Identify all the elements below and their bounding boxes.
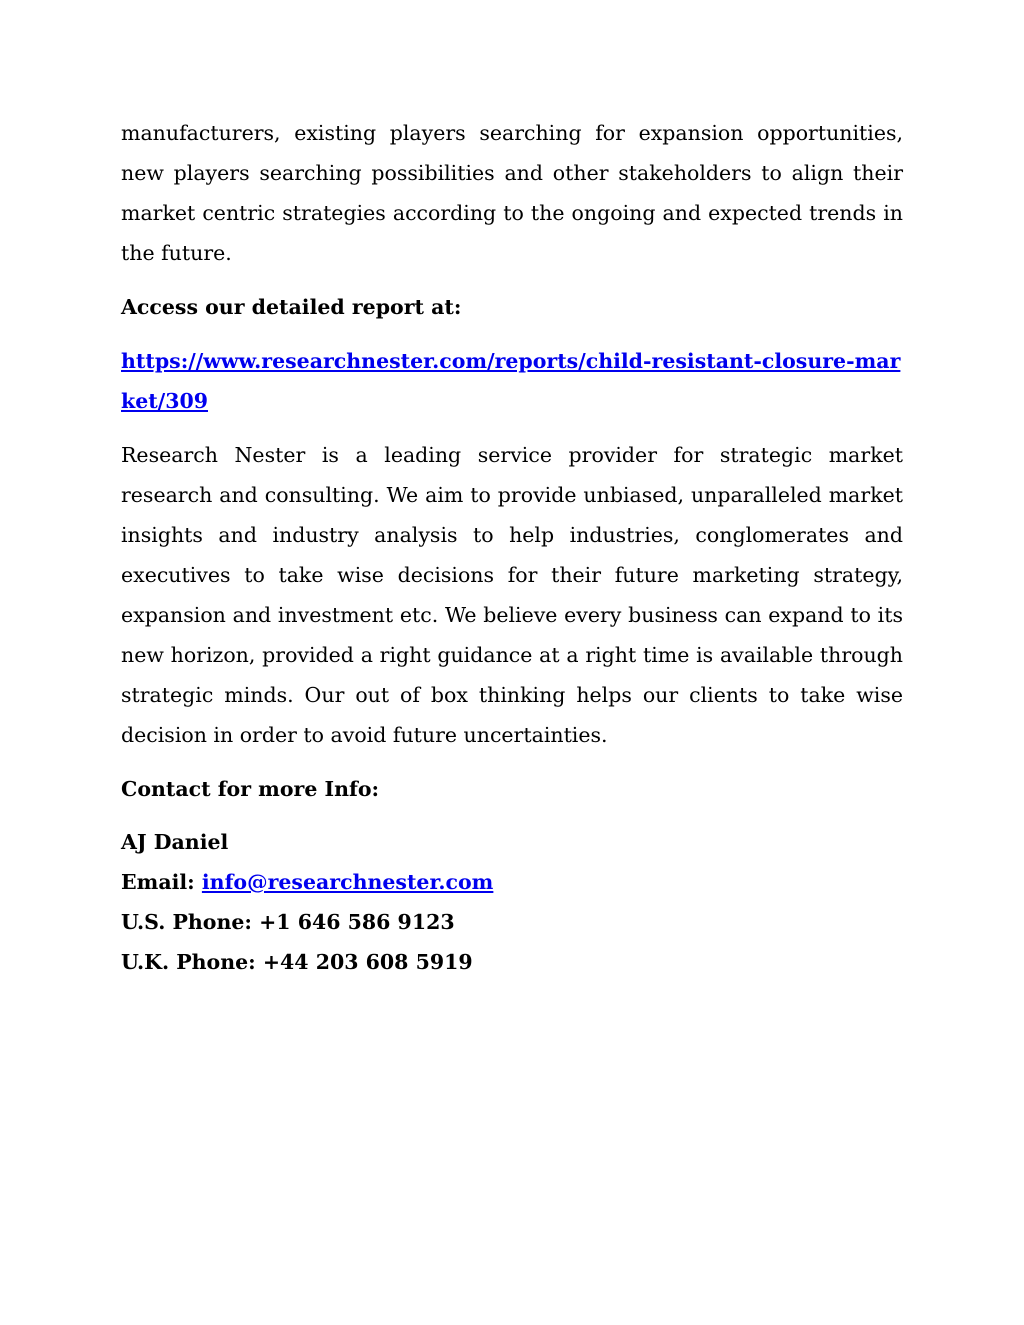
email-label: Email: bbox=[121, 870, 202, 894]
contact-heading: Contact for more Info: bbox=[121, 777, 380, 801]
report-link-line bbox=[121, 341, 903, 421]
contact-name: AJ Daniel bbox=[121, 830, 229, 854]
contact-details bbox=[121, 822, 903, 982]
access-report-heading: Access our detailed report at: bbox=[121, 295, 462, 319]
document-page bbox=[121, 113, 903, 982]
about-paragraph: Research Nester is a leading service provider for strategic market research and consulting. We aim to provide unbiased, unparalleled market insights and industry analysis to help industries, conglomerates and executives to take wise decisions for their future marketing strategy, expansion and investment etc. We believe every business can expand to its new horizon, provided a right guidance at a right time is available through strategic minds. Our out of box thinking helps our clients to take wise decision in order to avoid future uncertainties. bbox=[121, 443, 903, 747]
us-phone: U.S. Phone: +1 646 586 9123 bbox=[121, 910, 455, 934]
email-link[interactable]: info@researchnester.com bbox=[201, 870, 494, 894]
uk-phone: U.K. Phone: +44 203 608 5919 bbox=[121, 950, 473, 974]
contact-email-line bbox=[121, 862, 903, 902]
intro-paragraph: manufacturers, existing players searching for expansion opportunities, new players searching possibilities and other stakeholders to align their market centric strategies according to the ongoing and expected trends in the future. bbox=[121, 121, 903, 265]
report-link[interactable]: https://www.researchnester.com/reports/child-resistant-closure-market/309 bbox=[121, 349, 901, 413]
